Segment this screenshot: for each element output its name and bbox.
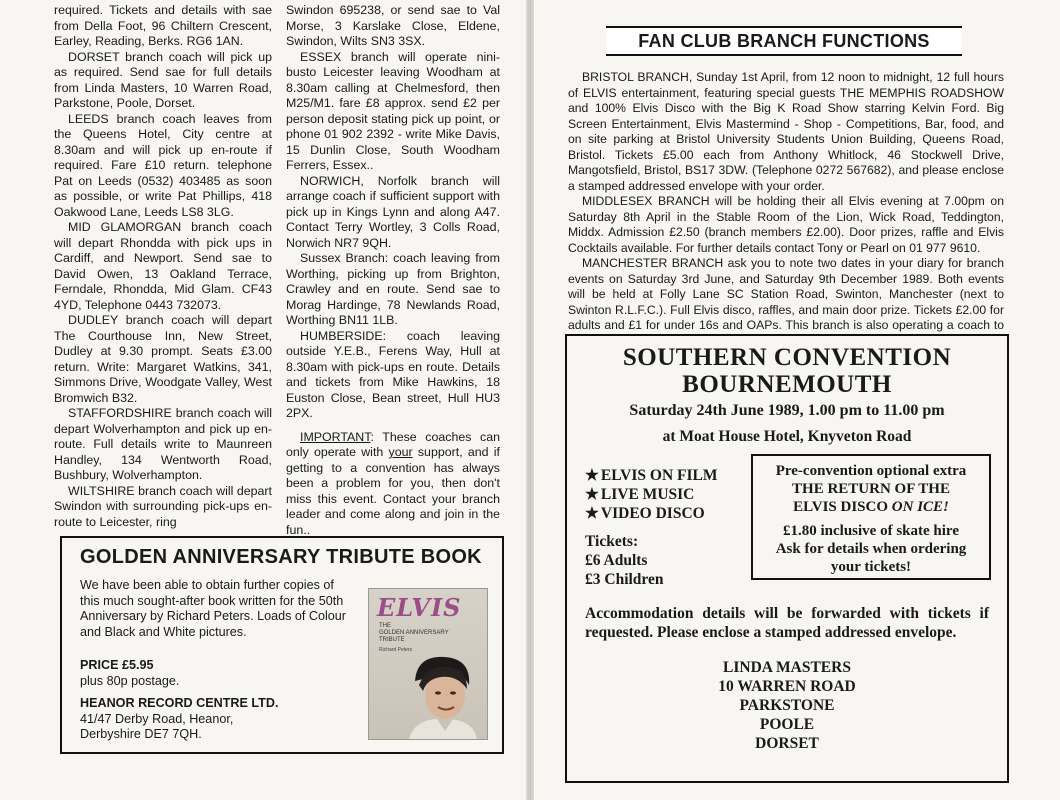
ice-disco-line: Ask for details when ordering [775,541,967,557]
address-line: POOLE [759,716,815,733]
address-line: 10 WARREN ROAD [718,678,856,695]
star-icon: ★ [585,505,599,522]
accommodation-note: Accommodation details will be forwarded with tickets if requested. Please enclose a stamped addressed envelope. [585,605,989,641]
book-title: GOLDEN ANNIVERSARY TRIBUTE BOOK [80,546,482,568]
list-item-label: ELVIS ON FILM [600,467,718,484]
paragraph: required. Tickets and details with sae from Della Foot, 96 Chiltern Crescent, Earley, Reading, Berks. RG6 1AN. [54,3,272,48]
tickets-label: Tickets: [585,533,639,550]
paragraph-wiltshire: WILTSHIRE branch coach will depart Swindon with surrounding pick-ups en-route to Leicester, ring [54,483,272,529]
list-item [585,485,717,504]
paragraph-manchester: MANCHESTER BRANCH ask you to note two dates in your diary for branch events on Saturday 3rd June, and Saturday 9th December 1989. Both events will be held at Folly Lane SC Station Road, Swinton, Manchester (next to Swinton R.L.F.C.). Full Elvis disco, raffles, and main door prize. Tickets £2.00 for adults and £1 for under 16s and OAPs. This branch is also operating a coach to [568,256,1004,332]
convention-venue: at Moat House Hotel, Knyveton Road [662,428,912,445]
convention-attractions [585,466,717,523]
on-ice-text: ON ICE! [891,499,949,515]
important-text-1: : These coaches can only operate with [286,429,500,459]
left-column-b [286,3,500,538]
ice-disco-text: ELVIS DISCO [793,499,892,515]
left-column-a [54,3,272,530]
book-advert-box [60,536,504,754]
important-label: IMPORTANT [300,429,371,444]
record-centre-name: HEANOR RECORD CENTRE LTD. [80,696,279,710]
cover-title [379,623,449,644]
southern-convention-box [565,334,1009,783]
paragraph-dudley: DUDLEY branch coach will depart The Courthouse Inn, New Street, Dudley at 9.30 prompt. Seats £3.00 return. Write: Margaret Watkins, 341, Simmons Drive, Woodgate Valley, West Bromwich B32. [54,313,272,405]
star-icon: ★ [585,467,599,484]
convention-date: Saturday 24th June 1989, 1.00 pm to 11.00 pm [629,402,945,419]
record-centre-addr2: Derbyshire DE7 7QH. [80,727,202,741]
cover-logo: ELVIS [377,593,462,622]
star-icon: ★ [585,486,599,503]
record-centre-address [80,696,278,743]
paragraph-staffordshire: STAFFORDSHIRE branch coach will depart Wolverhampton and pick up en-route. Full details write to Maunreen Handley, 134 Wentworth Road, Bushbury, Wolverhampton. [54,406,272,482]
paragraph-middlesex: MIDDLESEX BRANCH will be holding their all Elvis evening at 7.00pm on Saturday 8th April in the Stable Room of the Lion, Wick Road, Teddington, Middx. Admission £2.50 (branch members £2.00). Door prizes, raffle and Elvis Cocktails available. For further details contact Tony or Pearl on 01 977 9610. [568,194,1004,255]
cover-line: GOLDEN ANNIVERSARY [379,630,449,636]
book-price-block [80,658,179,689]
tickets-adults: £6 Adults [585,552,648,569]
convention-title [567,344,1007,398]
ice-disco-line: Pre-convention optional extra [775,463,967,479]
address-line: DORSET [755,735,819,752]
address-line: LINDA MASTERS [723,659,851,676]
paragraph-humberside: HUMBERSIDE: coach leaving outside Y.E.B., Ferens Way, Hull at 8.30am with pick-ups en route. Details and tickets from Mike Hawkins, 18 Euston Close, Bean street, Hull HU3 2PX. [286,328,500,420]
book-price: PRICE £5.95 [80,658,154,672]
record-centre-addr1: 41/47 Derby Road, Heanor, [80,711,234,726]
list-item-label: VIDEO DISCO [600,505,705,522]
paragraph-bristol: BRISTOL BRANCH, Sunday 1st April, from 12 noon to midnight, 12 full hours of ELVIS entertainment, featuring special guests THE MEMPHIS ROADSHOW and 100% Elvis Disco with the Big K Road Show starring Kelvin Ford. Big Screen Entertainment, Elvis Mastermind - Shop - Competitions, Bar, food, and on site parking at Bristol University Students Union Building, Queens Road, Bristol. Tickets £5.00 each from Anthony Whitlock, 46 Stockwell Drive, Mangotsfield, Bristol, BS17 3DW. (Telephone 0272 567682), and please enclose a stamped addressed envelope with your order. [568,70,1004,193]
convention-title-line1: SOUTHERN CONVENTION [622,344,952,371]
list-item [585,466,717,485]
tickets-children: £3 Children [585,571,664,588]
paragraph-essex: ESSEX branch will operate nini-busto Leicester leaving Woodham at 8.30am calling at Chelmesford, then M25/M1. fare £8 approx. send £2 per person deposit stating pick up point, or phone 01 902 2392 - write Mike Davis, 15 Dunlin Close, South Woodham Ferrers, Essex.. [286,49,500,172]
paragraph-sussex: Sussex Branch: coach leaving from Worthing, picking up from Brighton, Crawley and en route. Send sae to Morag Hardinge, 78 Newlands Road, Worthing BN11 1LB. [286,251,500,327]
ice-disco-line: your tickets! [830,559,912,575]
cover-line: TRIBUTE [379,637,405,643]
elvis-portrait [401,651,479,739]
book-cover-image [368,588,488,740]
convention-title-line2: BOURNEMOUTH [682,371,892,398]
paragraph-mid-glamorgan: MID GLAMORGAN branch coach will depart Rhondda with pick ups in Cardiff, and Newport. Send sae to David Owen, 13 Oakland Terrace, Ferndale, Rhondda, Mid Glam. CF43 4YD, Telephone 0443 732073. [54,220,272,312]
important-your: your [388,445,413,459]
list-item [585,504,717,523]
paragraph-important [286,430,500,539]
branch-functions-text [568,70,1004,349]
cover-author: Richard Peters [379,647,413,653]
cover-line: THE [379,623,391,629]
ice-disco-box [751,454,991,580]
list-item-label: LIVE MUSIC [600,486,695,503]
paragraph-dorset: DORSET branch coach will pick up as required. Send sae for full details from Linda Masters, 10 Warren Road, Parkstone, Poole, Dorset. [54,49,272,110]
paragraph-norwich: NORWICH, Norfolk branch will arrange coach if sufficient support with pick up in Kings Lynn and along A47. Contact Terry Wortley, 3 Colls Road, Norwich NR7 9QH. [286,173,500,250]
contact-address [567,658,1007,753]
ice-disco-line: £1.80 inclusive of skate hire [783,523,959,539]
convention-tickets [585,532,664,589]
book-gutter [526,0,534,800]
fan-club-header: FAN CLUB BRANCH FUNCTIONS [606,26,962,56]
important-text-2: support, and if getting to a convention has always been a problem for you, then don't miss this event. Contact your branch leader and come along and join in the fun.. [286,445,500,537]
book-postage: plus 80p postage. [80,673,180,688]
ice-disco-line: THE RETURN OF THE [792,481,950,497]
book-description: We have been able to obtain further copies of this much sought-after book written for the 50th Anniversary by Richard Peters. Loads of Colour and Black and White pictures. [80,578,346,639]
address-line: PARKSTONE [739,697,835,714]
paragraph-leeds: LEEDS branch coach leaves from the Queens Hotel, City centre at 8.30am and will pick up en-route if required. Fare £10 return. telephone Pat on Leeds (0532) 403485 as soon as possible, or write Pat Phillips, 418 Oakwood Lane, Leeds LS8 3LG. [54,111,272,219]
ice-disco-line [753,498,989,516]
paragraph: Swindon 695238, or send sae to Val Morse, 3 Karslake Close, Eldene, Swindon, Wilts SN3 3SX. [286,3,500,48]
